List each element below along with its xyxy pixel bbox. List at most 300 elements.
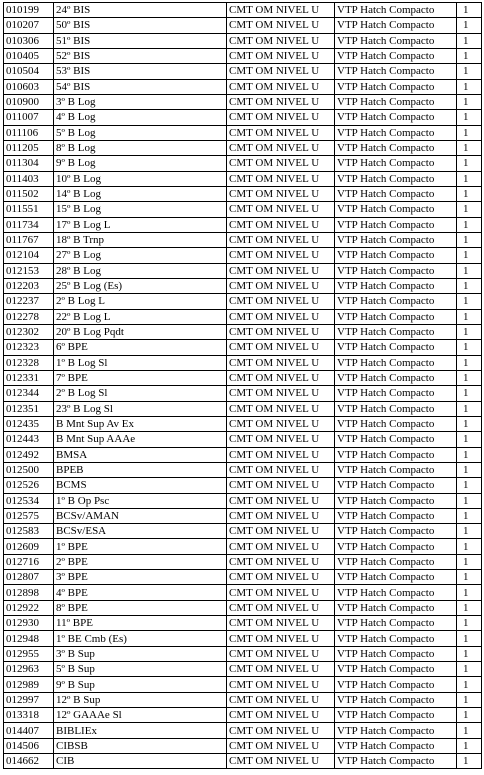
unit-cell: 1º BPE (54, 539, 227, 554)
quantity-cell: 1 (457, 401, 482, 416)
quantity-cell: 1 (457, 754, 482, 769)
quantity-cell: 1 (457, 186, 482, 201)
code-cell: 012609 (4, 539, 54, 554)
vehicle-type-cell: VTP Hatch Compacto (335, 186, 457, 201)
vehicle-type-cell: VTP Hatch Compacto (335, 662, 457, 677)
vehicle-type-cell: VTP Hatch Compacto (335, 554, 457, 569)
code-cell: 012989 (4, 677, 54, 692)
table-row (4, 217, 482, 232)
level-cell: CMT OM NIVEL U (227, 340, 335, 355)
table-row (4, 33, 482, 48)
code-cell: 012583 (4, 524, 54, 539)
quantity-cell: 1 (457, 600, 482, 615)
unit-cell: 9º B Sup (54, 677, 227, 692)
vehicle-type-cell: VTP Hatch Compacto (335, 217, 457, 232)
vehicle-type-cell: VTP Hatch Compacto (335, 263, 457, 278)
table-row (4, 94, 482, 109)
vehicle-type-cell: VTP Hatch Compacto (335, 94, 457, 109)
table-row (4, 156, 482, 171)
code-cell: 012104 (4, 248, 54, 263)
level-cell: CMT OM NIVEL U (227, 278, 335, 293)
quantity-cell: 1 (457, 48, 482, 63)
level-cell: CMT OM NIVEL U (227, 355, 335, 370)
vehicle-type-cell: VTP Hatch Compacto (335, 324, 457, 339)
level-cell: CMT OM NIVEL U (227, 462, 335, 477)
vehicle-type-cell: VTP Hatch Compacto (335, 692, 457, 707)
level-cell: CMT OM NIVEL U (227, 646, 335, 661)
quantity-cell: 1 (457, 386, 482, 401)
unit-cell: 9º B Log (54, 156, 227, 171)
unit-cell: 6º BPE (54, 340, 227, 355)
table-row (4, 600, 482, 615)
table-row (4, 202, 482, 217)
quantity-cell: 1 (457, 64, 482, 79)
table-row (4, 125, 482, 140)
code-cell: 012930 (4, 616, 54, 631)
vehicle-type-cell: VTP Hatch Compacto (335, 278, 457, 293)
quantity-cell: 1 (457, 585, 482, 600)
table-row (4, 508, 482, 523)
code-cell: 012963 (4, 662, 54, 677)
vehicle-type-cell: VTP Hatch Compacto (335, 110, 457, 125)
unit-cell: 53º BIS (54, 64, 227, 79)
code-cell: 012898 (4, 585, 54, 600)
vehicle-type-cell: VTP Hatch Compacto (335, 462, 457, 477)
table-row (4, 662, 482, 677)
level-cell: CMT OM NIVEL U (227, 64, 335, 79)
unit-cell: 22º B Log L (54, 309, 227, 324)
code-cell: 012716 (4, 554, 54, 569)
table-body (4, 3, 482, 769)
quantity-cell: 1 (457, 570, 482, 585)
table-row (4, 370, 482, 385)
table-row (4, 294, 482, 309)
level-cell: CMT OM NIVEL U (227, 692, 335, 707)
quantity-cell: 1 (457, 3, 482, 18)
level-cell: CMT OM NIVEL U (227, 171, 335, 186)
quantity-cell: 1 (457, 662, 482, 677)
code-cell: 010900 (4, 94, 54, 109)
unit-cell: 4º BPE (54, 585, 227, 600)
code-cell: 014662 (4, 754, 54, 769)
level-cell: CMT OM NIVEL U (227, 493, 335, 508)
code-cell: 012203 (4, 278, 54, 293)
table-row (4, 248, 482, 263)
code-cell: 011551 (4, 202, 54, 217)
unit-cell: 18º B Trnp (54, 232, 227, 247)
level-cell: CMT OM NIVEL U (227, 754, 335, 769)
table-row (4, 570, 482, 585)
quantity-cell: 1 (457, 616, 482, 631)
code-cell: 011304 (4, 156, 54, 171)
code-cell: 011007 (4, 110, 54, 125)
quantity-cell: 1 (457, 232, 482, 247)
table-row (4, 340, 482, 355)
vehicle-type-cell: VTP Hatch Compacto (335, 171, 457, 186)
unit-cell: 25º B Log (Es) (54, 278, 227, 293)
code-cell: 012922 (4, 600, 54, 615)
level-cell: CMT OM NIVEL U (227, 539, 335, 554)
vehicle-type-cell: VTP Hatch Compacto (335, 677, 457, 692)
code-cell: 010199 (4, 3, 54, 18)
table-row (4, 140, 482, 155)
table-row (4, 110, 482, 125)
level-cell: CMT OM NIVEL U (227, 447, 335, 462)
vehicle-type-cell: VTP Hatch Compacto (335, 355, 457, 370)
code-cell: 012278 (4, 309, 54, 324)
table-row (4, 278, 482, 293)
unit-cell: BCSv/ESA (54, 524, 227, 539)
level-cell: CMT OM NIVEL U (227, 125, 335, 140)
level-cell: CMT OM NIVEL U (227, 432, 335, 447)
table-row (4, 186, 482, 201)
unit-cell: 17º B Log L (54, 217, 227, 232)
level-cell: CMT OM NIVEL U (227, 508, 335, 523)
quantity-cell: 1 (457, 646, 482, 661)
unit-cell: BIBLIEx (54, 723, 227, 738)
unit-cell: 8º BPE (54, 600, 227, 615)
quantity-cell: 1 (457, 554, 482, 569)
level-cell: CMT OM NIVEL U (227, 217, 335, 232)
unit-cell: CIBSB (54, 738, 227, 753)
level-cell: CMT OM NIVEL U (227, 140, 335, 155)
level-cell: CMT OM NIVEL U (227, 524, 335, 539)
vehicle-type-cell: VTP Hatch Compacto (335, 3, 457, 18)
unit-cell: BMSA (54, 447, 227, 462)
unit-cell: 3º B Sup (54, 646, 227, 661)
level-cell: CMT OM NIVEL U (227, 570, 335, 585)
level-cell: CMT OM NIVEL U (227, 186, 335, 201)
quantity-cell: 1 (457, 524, 482, 539)
quantity-cell: 1 (457, 33, 482, 48)
unit-cell: 54º BIS (54, 79, 227, 94)
unit-cell: 10º B Log (54, 171, 227, 186)
code-cell: 012351 (4, 401, 54, 416)
quantity-cell: 1 (457, 370, 482, 385)
level-cell: CMT OM NIVEL U (227, 110, 335, 125)
quantity-cell: 1 (457, 508, 482, 523)
code-cell: 012500 (4, 462, 54, 477)
code-cell: 010504 (4, 64, 54, 79)
vehicle-type-cell: VTP Hatch Compacto (335, 370, 457, 385)
table-row (4, 754, 482, 769)
level-cell: CMT OM NIVEL U (227, 156, 335, 171)
vehicle-type-cell: VTP Hatch Compacto (335, 585, 457, 600)
unit-cell: 28º B Log (54, 263, 227, 278)
quantity-cell: 1 (457, 631, 482, 646)
quantity-cell: 1 (457, 263, 482, 278)
vehicle-type-cell: VTP Hatch Compacto (335, 64, 457, 79)
code-cell: 012302 (4, 324, 54, 339)
table-row (4, 416, 482, 431)
table-row (4, 646, 482, 661)
level-cell: CMT OM NIVEL U (227, 416, 335, 431)
vehicle-type-cell: VTP Hatch Compacto (335, 202, 457, 217)
level-cell: CMT OM NIVEL U (227, 677, 335, 692)
table-row (4, 524, 482, 539)
vehicle-type-cell: VTP Hatch Compacto (335, 401, 457, 416)
level-cell: CMT OM NIVEL U (227, 33, 335, 48)
vehicle-type-cell: VTP Hatch Compacto (335, 156, 457, 171)
unit-cell: 2º BPE (54, 554, 227, 569)
quantity-cell: 1 (457, 738, 482, 753)
level-cell: CMT OM NIVEL U (227, 386, 335, 401)
table-row (4, 723, 482, 738)
vehicle-type-cell: VTP Hatch Compacto (335, 79, 457, 94)
table-row (4, 64, 482, 79)
unit-cell: 51º BIS (54, 33, 227, 48)
quantity-cell: 1 (457, 493, 482, 508)
unit-cell: 1º B Op Psc (54, 493, 227, 508)
unit-cell: CIB (54, 754, 227, 769)
vehicle-type-cell: VTP Hatch Compacto (335, 309, 457, 324)
code-cell: 010603 (4, 79, 54, 94)
quantity-cell: 1 (457, 539, 482, 554)
unit-cell: BCMS (54, 478, 227, 493)
level-cell: CMT OM NIVEL U (227, 738, 335, 753)
vehicle-type-cell: VTP Hatch Compacto (335, 600, 457, 615)
quantity-cell: 1 (457, 340, 482, 355)
quantity-cell: 1 (457, 447, 482, 462)
vehicle-type-cell: VTP Hatch Compacto (335, 33, 457, 48)
unit-cell: 24º BIS (54, 3, 227, 18)
code-cell: 011734 (4, 217, 54, 232)
quantity-cell: 1 (457, 202, 482, 217)
unit-cell: 12º B Sup (54, 692, 227, 707)
vehicle-type-cell: VTP Hatch Compacto (335, 754, 457, 769)
table-row (4, 692, 482, 707)
unit-cell: B Mnt Sup AAAe (54, 432, 227, 447)
quantity-cell: 1 (457, 462, 482, 477)
vehicle-type-cell: VTP Hatch Compacto (335, 508, 457, 523)
level-cell: CMT OM NIVEL U (227, 232, 335, 247)
level-cell: CMT OM NIVEL U (227, 631, 335, 646)
table-row (4, 263, 482, 278)
code-cell: 012237 (4, 294, 54, 309)
code-cell: 012323 (4, 340, 54, 355)
unit-cell: B Mnt Sup Av Ex (54, 416, 227, 431)
vehicle-type-cell: VTP Hatch Compacto (335, 616, 457, 631)
code-cell: 012997 (4, 692, 54, 707)
quantity-cell: 1 (457, 156, 482, 171)
vehicle-type-cell: VTP Hatch Compacto (335, 386, 457, 401)
vehicle-type-cell: VTP Hatch Compacto (335, 125, 457, 140)
table-row (4, 738, 482, 753)
vehicle-type-cell: VTP Hatch Compacto (335, 48, 457, 63)
quantity-cell: 1 (457, 248, 482, 263)
level-cell: CMT OM NIVEL U (227, 370, 335, 385)
vehicle-type-cell: VTP Hatch Compacto (335, 340, 457, 355)
quantity-cell: 1 (457, 278, 482, 293)
unit-cell: BCSv/AMAN (54, 508, 227, 523)
level-cell: CMT OM NIVEL U (227, 248, 335, 263)
code-cell: 012435 (4, 416, 54, 431)
code-cell: 011502 (4, 186, 54, 201)
table-row (4, 493, 482, 508)
level-cell: CMT OM NIVEL U (227, 554, 335, 569)
quantity-cell: 1 (457, 294, 482, 309)
quantity-cell: 1 (457, 708, 482, 723)
level-cell: CMT OM NIVEL U (227, 708, 335, 723)
unit-cell: 5º B Log (54, 125, 227, 140)
vehicle-type-cell: VTP Hatch Compacto (335, 539, 457, 554)
unit-cell: 1º BE Cmb (Es) (54, 631, 227, 646)
allocation-table (3, 2, 482, 769)
table-row (4, 171, 482, 186)
code-cell: 012807 (4, 570, 54, 585)
code-cell: 010405 (4, 48, 54, 63)
vehicle-type-cell: VTP Hatch Compacto (335, 232, 457, 247)
level-cell: CMT OM NIVEL U (227, 600, 335, 615)
level-cell: CMT OM NIVEL U (227, 79, 335, 94)
unit-cell: 12º GAAAe Sl (54, 708, 227, 723)
quantity-cell: 1 (457, 18, 482, 33)
vehicle-type-cell: VTP Hatch Compacto (335, 432, 457, 447)
quantity-cell: 1 (457, 171, 482, 186)
table-row (4, 677, 482, 692)
code-cell: 012526 (4, 478, 54, 493)
quantity-cell: 1 (457, 692, 482, 707)
table-row (4, 18, 482, 33)
unit-cell: 11º BPE (54, 616, 227, 631)
table-row (4, 462, 482, 477)
table-row (4, 401, 482, 416)
vehicle-type-cell: VTP Hatch Compacto (335, 723, 457, 738)
code-cell: 011106 (4, 125, 54, 140)
vehicle-type-cell: VTP Hatch Compacto (335, 294, 457, 309)
level-cell: CMT OM NIVEL U (227, 723, 335, 738)
code-cell: 012492 (4, 447, 54, 462)
code-cell: 012344 (4, 386, 54, 401)
level-cell: CMT OM NIVEL U (227, 324, 335, 339)
quantity-cell: 1 (457, 309, 482, 324)
table-row (4, 232, 482, 247)
vehicle-type-cell: VTP Hatch Compacto (335, 738, 457, 753)
code-cell: 014407 (4, 723, 54, 738)
quantity-cell: 1 (457, 110, 482, 125)
table-row (4, 585, 482, 600)
quantity-cell: 1 (457, 723, 482, 738)
table-row (4, 432, 482, 447)
vehicle-type-cell: VTP Hatch Compacto (335, 646, 457, 661)
code-cell: 012153 (4, 263, 54, 278)
quantity-cell: 1 (457, 416, 482, 431)
level-cell: CMT OM NIVEL U (227, 3, 335, 18)
level-cell: CMT OM NIVEL U (227, 401, 335, 416)
table-row (4, 539, 482, 554)
vehicle-type-cell: VTP Hatch Compacto (335, 416, 457, 431)
code-cell: 013318 (4, 708, 54, 723)
unit-cell: 1º B Log Sl (54, 355, 227, 370)
table-row (4, 478, 482, 493)
unit-cell: 8º B Log (54, 140, 227, 155)
unit-cell: 52º BIS (54, 48, 227, 63)
code-cell: 012948 (4, 631, 54, 646)
quantity-cell: 1 (457, 125, 482, 140)
vehicle-type-cell: VTP Hatch Compacto (335, 447, 457, 462)
unit-cell: 3º B Log (54, 94, 227, 109)
level-cell: CMT OM NIVEL U (227, 18, 335, 33)
unit-cell: 2º B Log Sl (54, 386, 227, 401)
quantity-cell: 1 (457, 140, 482, 155)
code-cell: 010306 (4, 33, 54, 48)
table-row (4, 3, 482, 18)
unit-cell: 20º B Log Pqdt (54, 324, 227, 339)
table-row (4, 554, 482, 569)
level-cell: CMT OM NIVEL U (227, 662, 335, 677)
code-cell: 011205 (4, 140, 54, 155)
vehicle-type-cell: VTP Hatch Compacto (335, 18, 457, 33)
vehicle-type-cell: VTP Hatch Compacto (335, 570, 457, 585)
code-cell: 014506 (4, 738, 54, 753)
level-cell: CMT OM NIVEL U (227, 48, 335, 63)
quantity-cell: 1 (457, 355, 482, 370)
unit-cell: 50º BIS (54, 18, 227, 33)
table-row (4, 79, 482, 94)
vehicle-type-cell: VTP Hatch Compacto (335, 478, 457, 493)
quantity-cell: 1 (457, 432, 482, 447)
level-cell: CMT OM NIVEL U (227, 616, 335, 631)
code-cell: 011403 (4, 171, 54, 186)
code-cell: 012575 (4, 508, 54, 523)
table-row (4, 309, 482, 324)
unit-cell: 3º BPE (54, 570, 227, 585)
quantity-cell: 1 (457, 324, 482, 339)
level-cell: CMT OM NIVEL U (227, 202, 335, 217)
unit-cell: 4º B Log (54, 110, 227, 125)
level-cell: CMT OM NIVEL U (227, 94, 335, 109)
table-row (4, 631, 482, 646)
level-cell: CMT OM NIVEL U (227, 309, 335, 324)
code-cell: 010207 (4, 18, 54, 33)
vehicle-type-cell: VTP Hatch Compacto (335, 140, 457, 155)
table-row (4, 386, 482, 401)
code-cell: 012331 (4, 370, 54, 385)
quantity-cell: 1 (457, 94, 482, 109)
code-cell: 012955 (4, 646, 54, 661)
table-row (4, 324, 482, 339)
code-cell: 012443 (4, 432, 54, 447)
level-cell: CMT OM NIVEL U (227, 263, 335, 278)
table-row (4, 355, 482, 370)
vehicle-type-cell: VTP Hatch Compacto (335, 493, 457, 508)
vehicle-type-cell: VTP Hatch Compacto (335, 248, 457, 263)
unit-cell: BPEB (54, 462, 227, 477)
unit-cell: 14º B Log (54, 186, 227, 201)
level-cell: CMT OM NIVEL U (227, 478, 335, 493)
table-row (4, 48, 482, 63)
code-cell: 011767 (4, 232, 54, 247)
unit-cell: 27º B Log (54, 248, 227, 263)
code-cell: 012534 (4, 493, 54, 508)
vehicle-type-cell: VTP Hatch Compacto (335, 631, 457, 646)
level-cell: CMT OM NIVEL U (227, 294, 335, 309)
code-cell: 012328 (4, 355, 54, 370)
unit-cell: 5º B Sup (54, 662, 227, 677)
level-cell: CMT OM NIVEL U (227, 585, 335, 600)
vehicle-type-cell: VTP Hatch Compacto (335, 524, 457, 539)
quantity-cell: 1 (457, 478, 482, 493)
unit-cell: 23º B Log Sl (54, 401, 227, 416)
unit-cell: 2º B Log L (54, 294, 227, 309)
table-row (4, 447, 482, 462)
quantity-cell: 1 (457, 677, 482, 692)
table-row (4, 616, 482, 631)
quantity-cell: 1 (457, 79, 482, 94)
vehicle-type-cell: VTP Hatch Compacto (335, 708, 457, 723)
unit-cell: 15º B Log (54, 202, 227, 217)
table-row (4, 708, 482, 723)
